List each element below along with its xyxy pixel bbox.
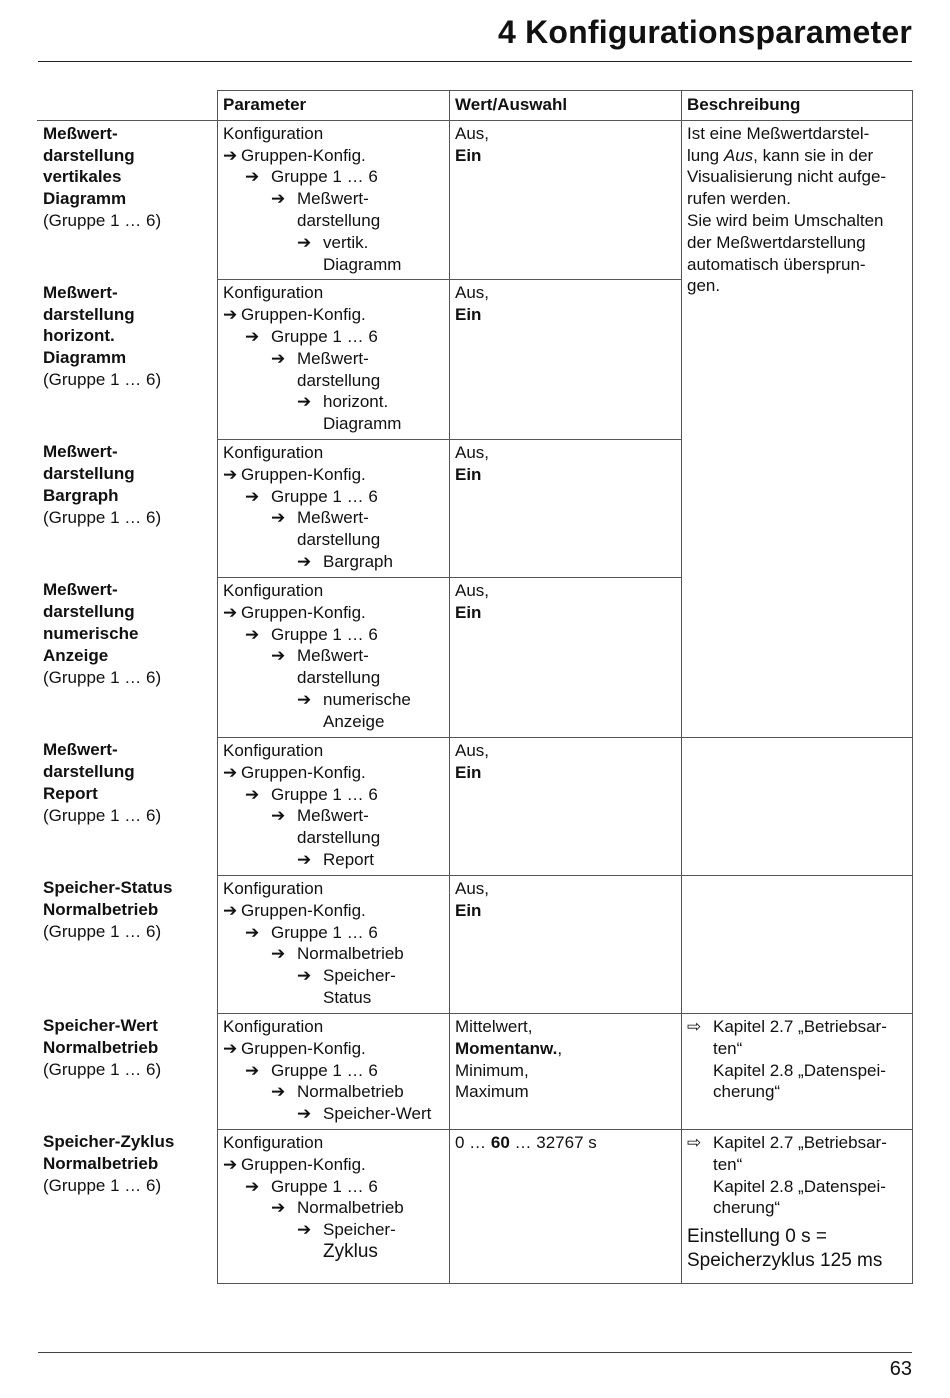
row-value-cell	[450, 875, 682, 1013]
row-path-cell	[218, 875, 450, 1013]
row-name-line: vertikales	[43, 167, 122, 187]
path-line: Gruppe 1 … 6	[271, 486, 378, 506]
row-name-line: Meßwert-	[43, 123, 118, 143]
reference-line: Kapitel 2.7 „Betriebsar-	[713, 1132, 887, 1152]
row-path-cell	[218, 439, 450, 577]
path-line: Meßwert-	[297, 646, 369, 666]
path-line: Gruppen-Konfig.	[241, 305, 366, 325]
row-group: (Gruppe 1 … 6)	[43, 922, 162, 942]
path-line: Meßwert-	[297, 189, 369, 209]
arrow-right-icon: ➔	[271, 1198, 286, 1218]
arrow-right-icon: ➔	[245, 326, 260, 346]
path-line: Speicher-	[323, 1220, 396, 1240]
row-name-line: darstellung	[43, 762, 135, 782]
value-option: ,	[557, 1038, 563, 1058]
value-default: Momentanw.	[455, 1038, 558, 1058]
row-name-line: Meßwert-	[43, 580, 118, 600]
row-group: (Gruppe 1 … 6)	[43, 370, 162, 390]
path-line: Konfiguration	[223, 442, 324, 462]
value-default: Ein	[455, 464, 482, 484]
page-number: 63	[889, 1358, 912, 1380]
arrow-right-icon: ➔	[245, 784, 260, 804]
note-line: Speicherzyklus 125 ms	[687, 1250, 883, 1272]
description-line: gen.	[687, 276, 721, 296]
row-name-line: Diagramm	[43, 348, 127, 368]
table-row	[37, 1129, 913, 1283]
row-name-cell	[37, 577, 218, 737]
path-line: darstellung	[297, 210, 381, 230]
arrow-right-icon: ➔	[223, 464, 238, 484]
path-line: Meßwert-	[297, 348, 369, 368]
row-name-line: Speicher-Zyklus	[43, 1132, 175, 1152]
path-line: Status	[323, 987, 372, 1007]
arrow-right-icon: ➔	[271, 1082, 286, 1102]
arrow-right-icon: ➔	[245, 922, 260, 942]
arrow-right-icon: ➔	[223, 900, 238, 920]
path-line: Konfiguration	[223, 1132, 324, 1152]
header-beschreibung: Beschreibung	[682, 91, 913, 121]
arrow-right-icon: ➔	[297, 849, 312, 869]
table-row	[37, 120, 913, 280]
path-line: Normalbetrieb	[297, 944, 404, 964]
row-name-line: darstellung	[43, 602, 135, 622]
path-line: Diagramm	[323, 254, 402, 274]
row-name-cell	[37, 1013, 218, 1129]
path-line: Normalbetrieb	[297, 1082, 404, 1102]
arrow-right-icon: ➔	[271, 944, 286, 964]
row-group: (Gruppe 1 … 6)	[43, 805, 162, 825]
arrow-right-icon: ➔	[271, 189, 286, 209]
row-name-cell	[37, 1129, 218, 1283]
path-line: darstellung	[297, 370, 381, 390]
row-name-cell	[37, 280, 218, 440]
path-line: Gruppen-Konfig.	[241, 1154, 366, 1174]
row-name-line: Anzeige	[43, 645, 109, 665]
arrow-right-icon: ➔	[245, 624, 260, 644]
reference-line: ten“	[713, 1154, 743, 1174]
row-path-cell	[218, 577, 450, 737]
path-line: Gruppen-Konfig.	[241, 145, 366, 165]
value-option: Aus,	[455, 740, 490, 760]
path-line: Gruppe 1 … 6	[271, 167, 378, 187]
path-line: darstellung	[297, 828, 381, 848]
row-value-cell	[450, 1129, 682, 1283]
row-name-line: Speicher-Status	[43, 878, 173, 898]
path-line: Diagramm	[323, 414, 402, 434]
row-group: (Gruppe 1 … 6)	[43, 507, 162, 527]
arrow-right-icon: ➔	[245, 1176, 260, 1196]
path-line: Meßwert-	[297, 508, 369, 528]
row-path-cell	[218, 120, 450, 280]
row-value-cell	[450, 280, 682, 440]
path-line: Gruppen-Konfig.	[241, 464, 366, 484]
arrow-right-icon: ➔	[223, 1154, 238, 1174]
description-line: lung	[687, 145, 724, 165]
header-wert-auswahl: Wert/Auswahl	[450, 91, 682, 121]
row-name-cell	[37, 875, 218, 1013]
path-line: Konfiguration	[223, 123, 324, 143]
table-row	[37, 1013, 913, 1129]
arrow-right-icon: ➔	[223, 762, 238, 782]
row-name-cell	[37, 120, 218, 280]
path-line: Konfiguration	[223, 283, 324, 303]
reference-line: Kapitel 2.7 „Betriebsar-	[713, 1016, 887, 1036]
reference-line: cherung“	[713, 1082, 781, 1102]
value-option: Minimum,	[455, 1060, 529, 1080]
row-value-cell	[450, 737, 682, 875]
description-line: der Meßwertdarstellung	[687, 232, 866, 252]
row-name-line: numerische	[43, 624, 139, 644]
arrow-right-icon: ➔	[223, 602, 238, 622]
row-name-line: Normalbetrieb	[43, 900, 159, 920]
arrow-right-icon: ➔	[297, 966, 312, 986]
description-line: Ist eine Meßwertdarstel-	[687, 123, 870, 143]
path-line: numerische	[323, 689, 411, 709]
value-default: Ein	[455, 305, 482, 325]
row-name-line: darstellung	[43, 464, 135, 484]
reference-arrow-icon: ⇨	[687, 1132, 702, 1152]
path-line: Report	[323, 849, 375, 869]
description-line: , kann sie in der	[753, 145, 874, 165]
row-group: (Gruppe 1 … 6)	[43, 1176, 162, 1196]
arrow-right-icon: ➔	[245, 486, 260, 506]
row-group: (Gruppe 1 … 6)	[43, 210, 162, 230]
arrow-right-icon: ➔	[245, 1060, 260, 1080]
row-path-cell	[218, 737, 450, 875]
row-path-cell	[218, 1129, 450, 1283]
table-header-row	[37, 91, 913, 121]
path-line: Gruppen-Konfig.	[241, 900, 366, 920]
value-default: 60	[490, 1132, 510, 1152]
value-default: Ein	[455, 762, 482, 782]
shared-description-cell	[682, 120, 913, 737]
value-option: Aus,	[455, 878, 490, 898]
path-line: Konfiguration	[223, 740, 324, 760]
value-option: Aus,	[455, 123, 490, 143]
path-line: Konfiguration	[223, 878, 324, 898]
empty-header-cell	[37, 91, 218, 121]
arrow-right-icon: ➔	[223, 145, 238, 165]
row-group: (Gruppe 1 … 6)	[43, 667, 162, 687]
value-default: Ein	[455, 900, 482, 920]
row-name-line: Meßwert-	[43, 740, 118, 760]
value-range-start: 0 …	[455, 1132, 491, 1152]
row-name-line: Normalbetrieb	[43, 1038, 159, 1058]
value-option: Aus,	[455, 283, 490, 303]
row-name-cell	[37, 737, 218, 875]
arrow-right-icon: ➔	[271, 348, 286, 368]
value-range-end: … 32767 s	[509, 1132, 597, 1152]
row-name-line: Diagramm	[43, 189, 127, 209]
row-description-cell	[682, 1129, 913, 1283]
value-default: Ein	[455, 145, 482, 165]
path-line: Bargraph	[323, 551, 393, 571]
header-parameter: Parameter	[218, 91, 450, 121]
arrow-right-icon: ➔	[297, 551, 312, 571]
arrow-right-icon: ➔	[297, 1220, 312, 1240]
path-line: Konfiguration	[223, 580, 324, 600]
row-path-cell	[218, 280, 450, 440]
value-option: Maximum	[455, 1082, 529, 1102]
arrow-right-icon: ➔	[271, 646, 286, 666]
row-name-line: Report	[43, 784, 98, 804]
path-line: horizont.	[323, 392, 389, 412]
row-value-cell	[450, 120, 682, 280]
reference-arrow-icon: ⇨	[687, 1016, 702, 1036]
path-line: Meßwert-	[297, 806, 369, 826]
value-option: Aus,	[455, 442, 490, 462]
header-divider	[38, 61, 912, 62]
arrow-right-icon: ➔	[271, 806, 286, 826]
row-name-line: horizont.	[43, 326, 115, 346]
parameter-table	[37, 90, 913, 1284]
row-name-cell	[37, 439, 218, 577]
description-line: Sie wird beim Umschalten	[687, 210, 884, 230]
row-name-line: Bargraph	[43, 486, 119, 506]
arrow-right-icon: ➔	[223, 1038, 238, 1058]
path-line: darstellung	[297, 530, 381, 550]
path-line: Gruppe 1 … 6	[271, 326, 378, 346]
path-line: Gruppen-Konfig.	[241, 602, 366, 622]
arrow-right-icon: ➔	[297, 232, 312, 252]
path-line: Anzeige	[323, 711, 385, 731]
value-default: Ein	[455, 602, 482, 622]
arrow-right-icon: ➔	[271, 508, 286, 528]
path-line: Zyklus	[323, 1240, 378, 1262]
description-emphasis: Aus	[723, 145, 754, 165]
path-line: Normalbetrieb	[297, 1198, 404, 1218]
path-line: Gruppe 1 … 6	[271, 784, 378, 804]
path-line: darstellung	[297, 668, 381, 688]
path-line: Speicher-	[323, 966, 396, 986]
row-name-line: Speicher-Wert	[43, 1016, 158, 1036]
row-name-line: Meßwert-	[43, 282, 118, 302]
row-description-cell	[682, 737, 913, 875]
footer-divider	[38, 1352, 912, 1353]
row-name-line: Meßwert-	[43, 442, 118, 462]
row-name-line: darstellung	[43, 145, 135, 165]
table-row	[37, 737, 913, 875]
reference-line: cherung“	[713, 1198, 781, 1218]
reference-line: Kapitel 2.8 „Datenspei-	[713, 1176, 886, 1196]
path-line: Gruppe 1 … 6	[271, 624, 378, 644]
path-line: vertik.	[323, 232, 369, 252]
path-line: Gruppe 1 … 6	[271, 922, 378, 942]
path-line: Gruppe 1 … 6	[271, 1176, 378, 1196]
page-title: 4 Konfigurationsparameter	[498, 14, 912, 50]
arrow-right-icon: ➔	[297, 392, 312, 412]
description-line: Visualisierung nicht aufge-	[687, 167, 887, 187]
arrow-right-icon: ➔	[245, 167, 260, 187]
value-option: Aus,	[455, 580, 490, 600]
row-name-line: Normalbetrieb	[43, 1154, 159, 1174]
arrow-right-icon: ➔	[223, 305, 238, 325]
path-line: Gruppe 1 … 6	[271, 1060, 378, 1080]
row-value-cell	[450, 439, 682, 577]
path-line: Gruppen-Konfig.	[241, 1038, 366, 1058]
path-line: Gruppen-Konfig.	[241, 762, 366, 782]
path-line: Konfiguration	[223, 1016, 324, 1036]
row-description-cell	[682, 1013, 913, 1129]
row-description-cell	[682, 875, 913, 1013]
value-option: Mittelwert,	[455, 1016, 533, 1036]
reference-line: ten“	[713, 1038, 743, 1058]
row-value-cell	[450, 577, 682, 737]
arrow-right-icon: ➔	[297, 689, 312, 709]
path-line: Speicher-Wert	[323, 1104, 432, 1124]
reference-line: Kapitel 2.8 „Datenspei-	[713, 1060, 886, 1080]
row-value-cell	[450, 1013, 682, 1129]
description-line: rufen werden.	[687, 189, 791, 209]
table-row	[37, 875, 913, 1013]
note-line: Einstellung 0 s =	[687, 1226, 827, 1248]
description-line: automatisch übersprun-	[687, 254, 866, 274]
arrow-right-icon: ➔	[297, 1104, 312, 1124]
row-group: (Gruppe 1 … 6)	[43, 1060, 162, 1080]
row-path-cell	[218, 1013, 450, 1129]
row-name-line: darstellung	[43, 304, 135, 324]
